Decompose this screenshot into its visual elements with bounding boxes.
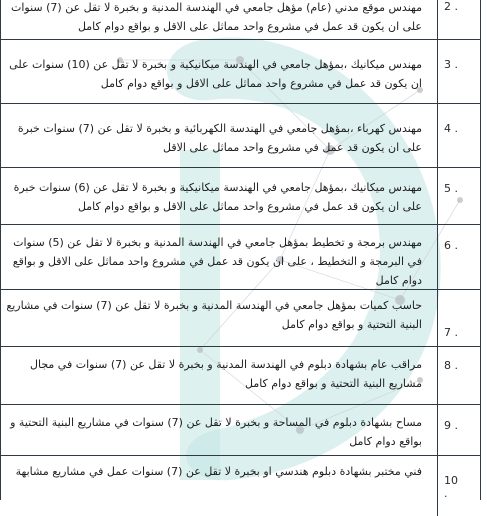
row-number: 7 .: [444, 326, 464, 339]
row-description: مهندس كهرباء ،بمؤهل جامعي في الهندسة الكهربائية و بخبرة لا تقل عن (7) سنوات خبرة على ان يكون قد عمل في مشروع واحد مماثل على الاقل: [17, 122, 422, 154]
table-row: [0, 104, 480, 168]
table-border-right: [480, 0, 481, 500]
row-description: مهندس موقع مدني (عام) مؤهل جامعي في الهندسة المدنية و بخبرة لا تقل عن (7) سنوات على ان يكون قد عمل في مشروع واحد مماثل على الاقل و بواقع دوام كامل: [11, 1, 422, 33]
row-description: فني مختبر بشهادة دبلوم هندسي او بخبرة لا تقل عن (7) سنوات عمل في مشاريع مشابهة: [15, 465, 422, 478]
row-description: مهندس ميكانيك ،بمؤهل جامعي في الهندسة ميكانيكية و بخبرة لا تقل عن (6) سنوات خبرة على ان يكون قد عمل في مشروع واحد مماثل على الاقل و بواقع دوام كامل: [13, 181, 422, 213]
table-row: [0, 290, 480, 347]
row-description: مهندس ميكانيك ،بمؤهل جامعي في الهندسة ميكانيكية و بخبرة لا تقل عن (10) سنوات على ان يكون قد عمل في مشروع واحد مماثل على الاقل و بواقع دوام كامل: [9, 58, 422, 90]
row-description: مراقب عام بشهادة دبلوم في الهندسة المدنية و بخبرة لا تقل عن (7) سنوات في مجال مشاريع البنية التحتية و بواقع دوام كامل: [29, 358, 422, 390]
row-number: 10 .: [444, 474, 464, 500]
table-row: [0, 0, 480, 40]
row-number: 9 .: [444, 419, 464, 432]
table-row: [0, 405, 480, 456]
row-number: 8 .: [444, 359, 464, 372]
row-number: 3 .: [444, 58, 464, 71]
table-row: [0, 347, 480, 405]
row-number: 4 .: [444, 122, 464, 135]
table-row: [0, 456, 480, 516]
row-description: حاسب كميات بمؤهل جامعي في الهندسة المدنية و بخبرة لا تقل عن (7) سنوات في مشاريع البنية التحتية و بواقع دوام كامل: [6, 299, 422, 331]
row-description: مساح بشهادة دبلوم في المساحة و بخبرة لا تقل عن (7) سنوات في مشاريع البنية التحتية و بواقع دوام كامل: [10, 416, 422, 448]
row-number: 2 .: [444, 0, 464, 13]
row-number: 5 .: [444, 182, 464, 195]
table-row: [0, 225, 480, 290]
row-description: مهندس برمجة و تخطيط بمؤهل جامعي في الهندسة المدنية و بخبرة لا تقل عن (5) سنوات في البرمجة و التخطيط ، على ان يكون قد عمل في مشروع واحد مماثل على الاقل و بواقع دوام كامل: [12, 236, 422, 287]
table-row: [0, 168, 480, 225]
row-number: 6 .: [444, 239, 464, 252]
table-row: [0, 40, 480, 104]
